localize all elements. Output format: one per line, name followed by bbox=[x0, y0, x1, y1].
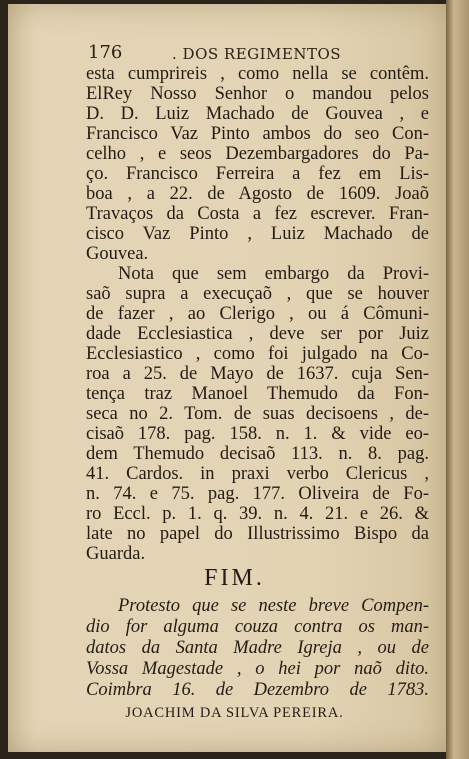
closing-line: Protesto que se neste breve Compen- bbox=[118, 596, 429, 616]
page-number: 176 bbox=[88, 42, 123, 63]
text-line: saõ supra a execuçaõ , que se houver bbox=[86, 284, 429, 304]
text-line: D. D. Luiz Machado de Gouvea , e bbox=[86, 104, 429, 124]
text-line: Guarda. bbox=[86, 544, 146, 564]
text-line: cisaõ 178. pag. 158. n. 1. & vide eo- bbox=[86, 424, 429, 444]
closing-line: Coimbra 16. de Dezembro de 1783. bbox=[86, 680, 429, 700]
text-line: celho , e seos Dezembargadores do Pa- bbox=[86, 144, 429, 164]
main-text bbox=[86, 64, 429, 564]
closing-protest bbox=[86, 596, 429, 701]
text-line: cisco Vaz Pinto , Luiz Machado de bbox=[86, 224, 429, 244]
text-line: late no papel do Illustrissimo Bispo da bbox=[86, 524, 429, 544]
text-line: n. 74. e 75. pag. 177. Oliveira de Fo- bbox=[86, 484, 429, 504]
text-line: ço. Francisco Ferreira a fez em Lis- bbox=[86, 164, 429, 184]
closing-line: datos da Santa Madre Igreja , ou de bbox=[86, 638, 429, 658]
text-line: roa a 25. de Mayo de 1637. cuja Sen- bbox=[86, 364, 429, 384]
page-header bbox=[88, 42, 428, 66]
text-line: dem Themudo decisaõ 113. n. 8. pag. bbox=[86, 444, 429, 464]
text-line: 41. Cardos. in praxi verbo Clericus , bbox=[86, 464, 429, 484]
author-signature: JOACHIM DA SILVA PEREIRA. bbox=[125, 705, 344, 721]
text-line: Ecclesiastico , como foi julgado na Co- bbox=[86, 344, 429, 364]
running-title: . DOS REGIMENTOS bbox=[172, 45, 342, 63]
text-line: ro Eccl. p. 1. q. 39. n. 4. 21. e 26. & bbox=[86, 504, 429, 524]
closing-line: Vossa Magestade , o hei por naõ dito. bbox=[86, 659, 429, 679]
text-line: esta cumprireis , como nella se contêm. bbox=[86, 64, 429, 84]
text-line: de fazer , ao Clerigo , ou á Cômuni- bbox=[86, 304, 429, 324]
text-line: Travaços da Costa a fez escrever. Fran- bbox=[86, 204, 429, 224]
text-line: seca no 2. Tom. de suas decisoens , de- bbox=[86, 404, 429, 424]
closing-line: dio for alguma couza contra os man- bbox=[86, 617, 429, 637]
book-gutter bbox=[446, 0, 469, 759]
text-line: Gouvea. bbox=[86, 244, 149, 264]
text-line: dade Ecclesiastica , deve ser por Juiz bbox=[86, 324, 429, 344]
fim-heading: FIM. bbox=[204, 565, 265, 591]
text-line: Nota que sem embargo da Provi- bbox=[118, 264, 429, 284]
text-line: boa , a 22. de Agosto de 1609. Joaõ bbox=[86, 184, 429, 204]
text-line: Francisco Vaz Pinto ambos do seo Con- bbox=[86, 124, 429, 144]
text-line: tença traz Manoel Themudo da Fon- bbox=[86, 384, 429, 404]
text-line: ElRey Nosso Senhor o mandou pelos bbox=[86, 84, 429, 104]
